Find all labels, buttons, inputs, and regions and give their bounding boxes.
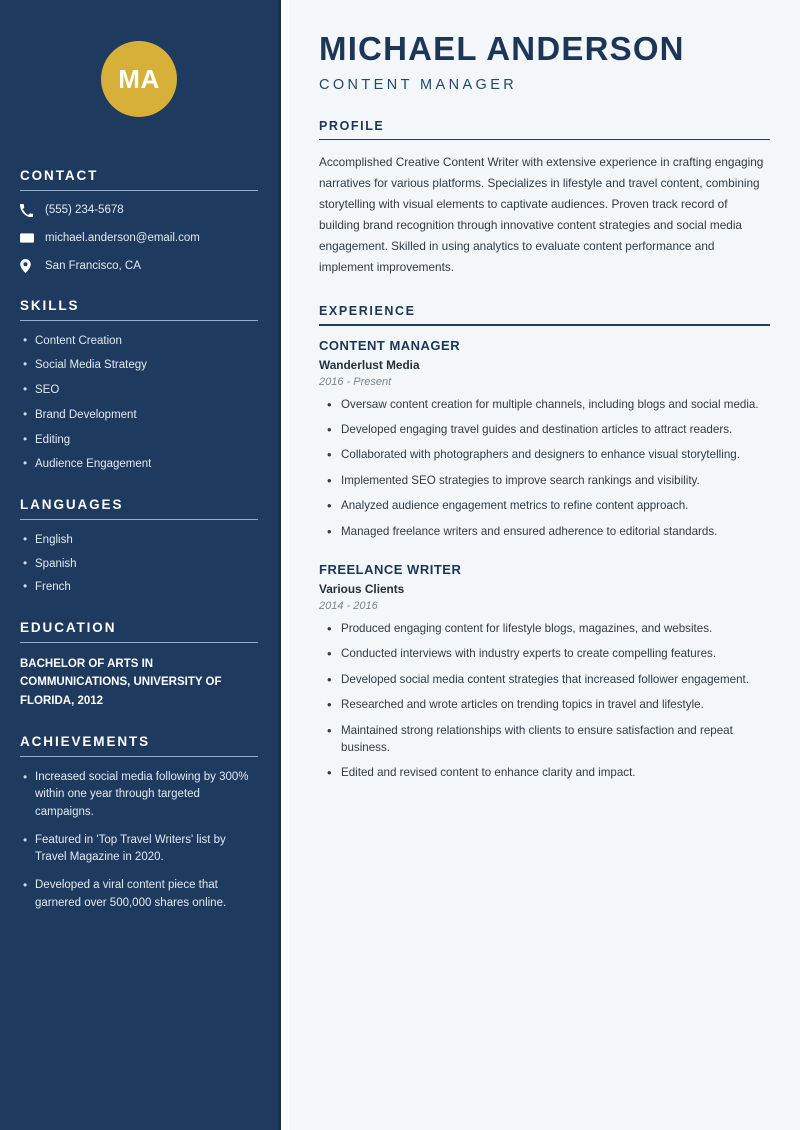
- languages-divider: [20, 519, 258, 520]
- contact-item-phone[interactable]: [20, 203, 258, 218]
- experience-entry: [319, 338, 770, 540]
- list-item: • Produced engaging content for lifestyle blogs, magazines, and websites.: [319, 620, 770, 637]
- job-bullet-list: [319, 620, 770, 782]
- phone-icon: [20, 204, 36, 217]
- list-item: • Conducted interviews with industry experts to create compelling features.: [319, 645, 770, 662]
- list-item: • Spanish: [20, 556, 258, 573]
- contact-phone-value: (555) 234-5678: [45, 204, 124, 216]
- list-item: • Oversaw content creation for multiple channels, including blogs and social media.: [319, 396, 770, 413]
- list-item: • French: [20, 579, 258, 596]
- list-item: • Increased social media following by 300% within one year through targeted campaigns.: [20, 769, 258, 821]
- contact-item-email[interactable]: [20, 231, 258, 246]
- list-item: • Researched and wrote articles on trending topics in travel and lifestyle.: [319, 696, 770, 713]
- list-item: • Developed engaging travel guides and destination articles to attract readers.: [319, 421, 770, 438]
- profile-heading: PROFILE: [319, 118, 385, 133]
- job-company: Wanderlust Media: [319, 357, 420, 372]
- achievements-heading: ACHIEVEMENTS: [20, 734, 151, 750]
- list-item: • SEO: [20, 382, 258, 399]
- list-item: • Developed social media content strategies that increased follower engagement.: [319, 671, 770, 688]
- professional-title: CONTENT MANAGER: [319, 76, 518, 93]
- profile-divider: [319, 139, 770, 140]
- education-divider: [20, 642, 258, 643]
- list-item: • Developed a viral content piece that garnered over 500,000 shares online.: [20, 877, 258, 912]
- job-company: Various Clients: [319, 581, 405, 596]
- list-item: • Featured in 'Top Travel Writers' list by Travel Magazine in 2020.: [20, 832, 258, 867]
- avatar: MA: [101, 41, 177, 117]
- languages-heading: LANGUAGES: [20, 496, 124, 512]
- profile-section: [319, 119, 770, 278]
- contact-item-location[interactable]: [20, 259, 258, 274]
- education-heading: EDUCATION: [20, 619, 117, 635]
- experience-section: [319, 304, 770, 781]
- list-item: • Content Creation: [20, 333, 258, 350]
- list-item: • Audience Engagement: [20, 456, 258, 473]
- experience-entry: [319, 562, 770, 782]
- list-item: • Managed freelance writers and ensured adherence to editorial standards.: [319, 523, 770, 540]
- list-item: • Edited and revised content to enhance clarity and impact.: [319, 764, 770, 781]
- list-item: • Analyzed audience engagement metrics to refine content approach.: [319, 497, 770, 514]
- contact-location-value: San Francisco, CA: [45, 259, 141, 272]
- contact-section: [20, 168, 258, 274]
- avatar-container: [20, 0, 258, 117]
- skills-heading: SKILLS: [20, 297, 80, 313]
- skills-list: [20, 333, 258, 473]
- list-item: • English: [20, 532, 258, 549]
- job-role: CONTENT MANAGER: [319, 337, 461, 353]
- profile-text: Accomplished Creative Content Writer with extensive experience in crafting engaging narratives for various platforms. Specializes in lifestyle and travel content, combining storytelling with visual elements to captivate audiences. Proven track record of building brand recognition through innovative content strategies and social media engagement. Skilled in using analytics to evaluate content performance and implement improvements.: [319, 155, 764, 275]
- experience-divider: [319, 324, 770, 325]
- contact-divider: [20, 190, 258, 191]
- experience-heading: EXPERIENCE: [319, 304, 416, 319]
- education-section: [20, 620, 258, 710]
- main-content: [289, 0, 800, 1130]
- job-dates: 2016 - Present: [319, 375, 392, 388]
- list-item: • Social Media Strategy: [20, 357, 258, 374]
- column-gap-strip: [281, 0, 289, 1130]
- contact-email-value: michael.anderson@email.com: [45, 231, 200, 244]
- list-item: • Collaborated with photographers and designers to enhance visual storytelling.: [319, 446, 770, 463]
- page-title: MICHAEL ANDERSON: [319, 30, 685, 67]
- list-item: • Maintained strong relationships with clients to ensure satisfaction and repeat business.: [319, 722, 770, 757]
- envelope-icon: [20, 231, 36, 245]
- list-item: • Brand Development: [20, 407, 258, 424]
- list-item: • Editing: [20, 432, 258, 449]
- skills-divider: [20, 320, 258, 321]
- contact-heading: CONTACT: [20, 168, 99, 183]
- list-item: • Implemented SEO strategies to improve search rankings and visibility.: [319, 472, 770, 489]
- job-role: FREELANCE WRITER: [319, 561, 462, 577]
- achievements-section: [20, 734, 258, 912]
- job-bullet-list: [319, 396, 770, 540]
- achievements-divider: [20, 756, 258, 757]
- job-dates: 2014 - 2016: [319, 599, 378, 612]
- map-pin-icon: [20, 259, 36, 273]
- languages-list: [20, 532, 258, 596]
- languages-section: [20, 497, 258, 596]
- achievements-list: [20, 769, 258, 912]
- sidebar: [0, 0, 278, 1130]
- education-entry: BACHELOR OF ARTS IN COMMUNICATIONS, UNIVERSITY OF FLORIDA, 2012: [20, 657, 222, 707]
- skills-section: [20, 298, 258, 473]
